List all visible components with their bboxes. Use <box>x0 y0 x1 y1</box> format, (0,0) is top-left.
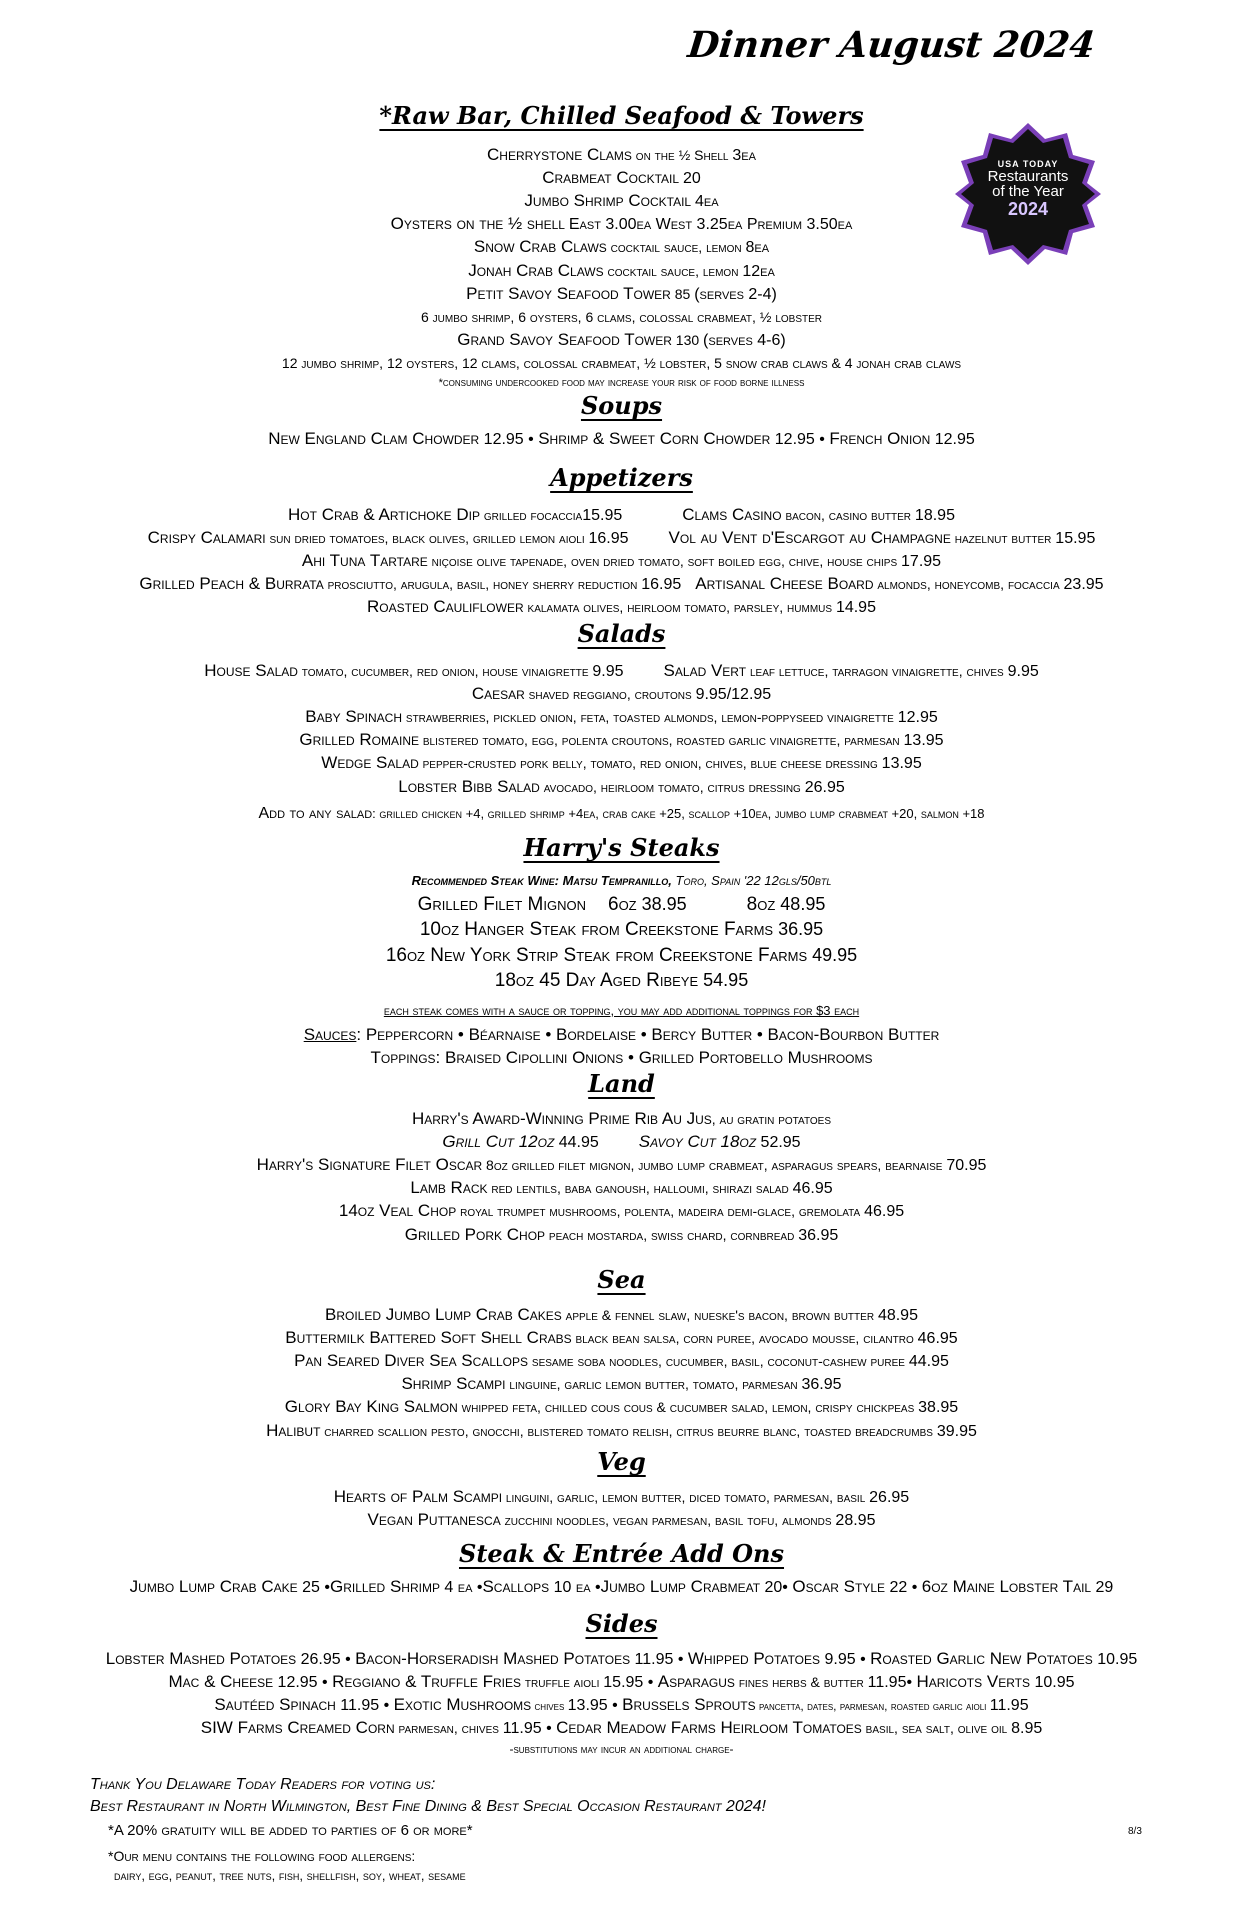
item-desc: 8oz grilled filet mignon, jumbo lump crabmeat, asparagus spears, bearnaise <box>482 1157 947 1173</box>
veg-item <box>0 1486 1243 1509</box>
salad-item <box>0 683 1243 706</box>
item-name: Jumbo Shrimp Cocktail <box>524 191 692 210</box>
salads-section <box>0 620 1243 825</box>
sea-item <box>0 1373 1243 1396</box>
item-desc: , au gratin potatoes <box>711 1110 832 1127</box>
menu-item <box>639 1131 801 1154</box>
item-name: Savoy Cut 18oz <box>638 1131 757 1151</box>
item-name: Petit Savoy Seafood Tower <box>466 283 671 303</box>
item-name: Wedge Salad <box>321 753 419 773</box>
item-name: Jonah Crab Claws <box>468 260 604 280</box>
item-size: 6oz <box>608 893 637 915</box>
item-desc: peach mostarda, swiss chard, cornbread <box>545 1226 799 1243</box>
item-name: Grilled Peach & Burrata <box>139 574 324 594</box>
steak-item <box>0 943 1243 969</box>
item-price: 26.95 <box>804 778 845 796</box>
item-price: 9.95 • <box>820 1650 871 1668</box>
item-name: Oscar Style <box>792 1576 885 1596</box>
soup-name: New England Clam Chowder <box>268 428 480 448</box>
item-name: 6oz Maine Lobster Tail <box>921 1576 1092 1596</box>
menu-item <box>682 504 955 527</box>
land-list <box>0 1154 1243 1247</box>
item-price: (serves 2-4) <box>694 285 777 303</box>
item-price: 54.95 <box>698 970 749 991</box>
item-name: Snow Crab Claws <box>473 237 607 257</box>
item-desc: niçoise olive tapenade, oven dried tomato, soft boiled egg, chive, house chips <box>427 553 902 569</box>
appetizer-row <box>0 550 1243 573</box>
appetizer-row <box>0 527 1243 550</box>
item-price: 11.95• <box>867 1673 917 1691</box>
steak-item <box>0 968 1243 994</box>
item-name: Brussels Sprouts <box>622 1695 756 1714</box>
veg-heading: Veg <box>597 1447 646 1476</box>
veg-section <box>0 1448 1243 1532</box>
item-desc: apple & fennel slaw, nueske's bacon, brown butter <box>561 1306 878 1323</box>
item-desc: blistered tomato, egg, polenta croutons, roasted garlic vinaigrette, parmesan <box>419 732 904 749</box>
item-desc: 130 <box>671 332 704 349</box>
wine-label: Recommended Steak Wine: Matsu Tempranillo, <box>411 872 672 888</box>
veg-item <box>0 1509 1243 1532</box>
sides-line <box>0 1717 1243 1740</box>
item-price: 9.95 <box>1007 662 1039 680</box>
item-price: 36.95 <box>798 1226 839 1244</box>
salads-heading: Salads <box>577 619 666 648</box>
item-name: Crispy Calamari <box>147 527 266 547</box>
wine-recommendation <box>0 870 1243 892</box>
raw-bar-list <box>0 144 1243 376</box>
substitution-note: -substitutions may incur an additional charge- <box>509 1742 734 1757</box>
raw-bar-item <box>0 213 1243 236</box>
item-name: Roasted Garlic New Potatoes <box>870 1648 1093 1668</box>
item-desc: truffle aioli <box>521 1673 604 1690</box>
addons-heading: Steak & Entrée Add Ons <box>458 1539 785 1568</box>
item-desc: chives <box>531 1699 568 1713</box>
land-heading: Land <box>588 1069 655 1098</box>
sides-section <box>0 1610 1243 1756</box>
item-name: Sautéed Spinach <box>214 1695 336 1714</box>
steak-note: each steak comes with a sauce or topping, you may add additional toppings for $3 each <box>383 1002 860 1018</box>
item-price: 26.95 • <box>296 1650 356 1668</box>
soup-price: 12.95 • <box>770 430 830 448</box>
item-name: Shrimp Scampi <box>401 1374 506 1394</box>
prime-rib-line <box>0 1108 1243 1131</box>
item-price: 8.95 <box>1011 1720 1043 1738</box>
item-price: 36.95 <box>801 1376 842 1394</box>
sides-heading: Sides <box>585 1609 658 1638</box>
item-price: 10 ea • <box>549 1578 601 1596</box>
item-price: 20 <box>682 169 701 187</box>
item-name: Grilled Pork Chop <box>404 1224 546 1244</box>
item-price: 22 • <box>885 1578 922 1596</box>
item-price: 13.95 <box>881 755 922 773</box>
soups-line <box>0 428 1243 451</box>
allergen-list: dairy, egg, peanut, tree nuts, fish, shellfish, soy, wheat, sesame <box>114 1868 466 1883</box>
toppings-list: Toppings: Braised Cipollini Onions • Grilled Portobello Mushrooms <box>370 1048 873 1068</box>
item-name: Grilled Shrimp <box>329 1576 440 1596</box>
item-name: Crabmeat Cocktail <box>542 167 680 187</box>
item-name: Glory Bay King Salmon <box>284 1397 458 1417</box>
item-desc: pancetta, dates, parmesan, roasted garlic aioli <box>755 1699 990 1713</box>
item-name: Lamb Rack <box>410 1178 488 1198</box>
item-desc: tomato, cucumber, red onion, house vinaigrette <box>297 662 593 679</box>
item-price: 15.95 <box>1055 529 1096 547</box>
item-desc: cocktail sauce, lemon <box>606 239 746 256</box>
item-desc: 12 jumbo shrimp, 12 oysters, 12 clams, colossal crabmeat, ½ lobster, 5 snow crab claws & 4 jonah crab claws <box>281 355 962 372</box>
item-name: Exotic Mushrooms <box>393 1695 532 1714</box>
thanks-line-1: Thank You Delaware Today Readers for voting us: <box>90 1776 436 1793</box>
item-desc: fines herbs & butter <box>734 1673 868 1690</box>
thanks-line-2: Best Restaurant in North Wilmington, Best Fine Dining & Best Special Occasion Restaurant 2024! <box>90 1798 766 1815</box>
item-price: 39.95 <box>936 1422 977 1440</box>
item-price: 15.95 • <box>603 1673 658 1691</box>
menu-date-title: Dinner August 2024 <box>686 24 1098 66</box>
sauces-label: Sauces <box>303 1025 357 1044</box>
item-name: Jumbo Lump Crab Cake <box>129 1576 298 1596</box>
item-price: 46.95 <box>917 1329 958 1347</box>
item-name: Buttermilk Battered Soft Shell Crabs <box>285 1327 572 1347</box>
menu-item <box>148 527 629 550</box>
sea-item <box>0 1327 1243 1350</box>
item-price: 25 • <box>297 1578 330 1596</box>
item-name: Lobster Bibb Salad <box>398 776 540 796</box>
item-desc: red lentils, baba ganoush, halloumi, shirazi salad <box>487 1180 793 1197</box>
item-price: 3ea <box>732 146 756 164</box>
land-item <box>0 1154 1243 1177</box>
item-desc: black bean salsa, corn puree, avocado mousse, cilantro <box>571 1329 918 1346</box>
soups-heading: Soups <box>580 391 663 420</box>
item-name: 18oz 45 Day Aged Ribeye <box>494 970 699 992</box>
item-price: 11.95 • <box>335 1697 394 1714</box>
item-price: 9.95 <box>592 662 624 680</box>
item-desc: linguine, garlic lemon butter, tomato, parmesan <box>505 1376 802 1393</box>
item-price: 48.95 <box>775 893 826 914</box>
menu-code: 8/3 <box>1128 1826 1142 1837</box>
item-desc: almonds, honeycomb, focaccia <box>873 576 1064 593</box>
item-price: 10.95 <box>1092 1650 1138 1668</box>
item-name: Pan Seared Diver Sea Scallops <box>294 1351 529 1370</box>
item-desc: 6 jumbo shrimp, 6 oysters, 6 clams, colossal crabmeat, ½ lobster <box>420 309 823 326</box>
item-price: 11.95 • <box>630 1650 688 1668</box>
sea-section <box>0 1266 1243 1443</box>
badge-line-1: Restaurants <box>987 168 1069 185</box>
item-desc: sesame soba noodles, cucumber, basil, coconut-cashew puree <box>528 1353 909 1369</box>
item-price: 52.95 <box>756 1133 801 1151</box>
item-desc: 85 <box>670 285 695 302</box>
item-name: Hot Crab & Artichoke Dip <box>288 504 480 524</box>
item-price: 4ea <box>695 193 719 210</box>
item-name: House Salad <box>204 660 298 680</box>
item-price: 9.95/12.95 <box>695 685 772 703</box>
item-name: Hearts of Palm Scampi <box>333 1486 503 1506</box>
badge-year: 2024 <box>1007 199 1049 219</box>
item-desc: cocktail sauce, lemon <box>603 262 743 279</box>
raw-bar-item <box>0 329 1243 352</box>
steaks-heading: Harry's Steaks <box>523 833 720 862</box>
item-name: Artisanal Cheese Board <box>695 574 874 594</box>
item-name: Vol au Vent d'Escargot au Champagne <box>668 527 951 547</box>
raw-bar-section <box>0 102 1243 390</box>
item-name: Salad Vert <box>663 660 747 680</box>
menu-item <box>288 504 622 527</box>
allergen-title: *Our menu contains the following food allergens: <box>108 1848 416 1864</box>
addons-line <box>0 1576 1243 1599</box>
menu-item <box>695 573 1103 596</box>
salad-item <box>0 706 1243 729</box>
item-price: 44.95 <box>908 1353 949 1370</box>
item-price: 29 <box>1091 1578 1114 1596</box>
item-name: Haricots Verts <box>916 1671 1030 1691</box>
raw-bar-item <box>0 236 1243 259</box>
item-desc: grilled focaccia <box>479 506 583 523</box>
salad-item <box>0 729 1243 752</box>
gratuity-note: *A 20% gratuity will be added to parties of 6 or more* <box>108 1822 473 1839</box>
item-price: 12ea <box>742 262 775 280</box>
item-desc: avocado, heirloom tomato, citrus dressing <box>539 778 805 795</box>
item-size: 8oz <box>746 893 776 915</box>
sea-item <box>0 1350 1243 1373</box>
item-price: 70.95 <box>946 1157 987 1174</box>
item-name: Bacon-Horseradish Mashed Potatoes <box>355 1648 631 1668</box>
sea-item <box>0 1420 1243 1443</box>
item-name: Clams Casino <box>682 504 782 524</box>
item-price: 14.95 <box>835 599 876 617</box>
item-price: 8ea <box>745 239 770 257</box>
item-name: Cedar Meadow Farms Heirloom Tomatoes <box>556 1718 862 1738</box>
item-name: Grilled Filet Mignon <box>417 893 586 915</box>
item-desc: whipped feta, chilled cous cous & cucumber salad, lemon, crispy chickpeas <box>457 1399 919 1416</box>
raw-bar-item <box>0 352 1243 375</box>
badge-top-text: USA TODAY <box>997 159 1059 169</box>
item-name: SIW Farms Creamed Corn <box>200 1718 395 1738</box>
item-desc: linguini, garlic, lemon butter, diced tomato, parmesan, basil <box>502 1488 870 1505</box>
item-name: Harry's Signature Filet Oscar <box>256 1155 483 1174</box>
soup-name: Shrimp & Sweet Corn Chowder <box>538 428 771 448</box>
prime-rib-cuts <box>0 1131 1243 1154</box>
appetizers-section <box>0 464 1243 620</box>
addons-section <box>0 1540 1243 1599</box>
item-price: 18.95 <box>914 506 955 524</box>
item-price: 16.95 <box>641 576 682 594</box>
item-price: 10.95 <box>1030 1673 1075 1691</box>
item-price: 17.95 <box>901 553 942 570</box>
item-price: 11.95 <box>989 1697 1029 1714</box>
item-name: Grand Savoy Seafood Tower <box>457 330 672 350</box>
item-desc: kalamata olives, heirloom tomato, parsley, hummus <box>523 599 836 616</box>
menu-item <box>204 660 623 683</box>
item-desc: parmesan, chives <box>394 1720 503 1737</box>
item-price: 44.95 <box>554 1133 599 1151</box>
item-name: Vegan Puttanesca <box>367 1509 501 1529</box>
appetizer-row <box>0 573 1243 596</box>
item-price: 38.95 <box>636 893 687 914</box>
item-price: 26.95 <box>869 1488 910 1506</box>
item-desc: strawberries, pickled onion, feta, toasted almonds, lemon-poppyseed vinaigrette <box>402 709 898 725</box>
menu-item <box>139 573 681 596</box>
item-name: Caesar <box>471 683 525 703</box>
item-name: Reggiano & Truffle Fries <box>332 1671 522 1691</box>
item-name: Asparagus <box>657 1671 735 1691</box>
item-name: Broiled Jumbo Lump Crab Cakes <box>325 1304 562 1324</box>
item-name: Ahi Tuna Tartare <box>301 551 428 570</box>
item-price: 15.95 <box>582 506 623 524</box>
item-price: (serves 4-6) <box>703 332 786 350</box>
sauces-line <box>0 1024 1243 1047</box>
item-price: 13.95 • <box>567 1697 623 1714</box>
item-desc: prosciutto, arugula, basil, honey sherry reduction <box>323 576 642 593</box>
veg-list <box>0 1486 1243 1532</box>
raw-bar-item <box>0 167 1243 190</box>
raw-bar-item <box>0 306 1243 329</box>
sides-line <box>0 1671 1243 1694</box>
raw-bar-item <box>0 283 1243 306</box>
item-price: 4 ea • <box>439 1578 483 1596</box>
sea-item <box>0 1396 1243 1419</box>
item-desc: basil, sea salt, olive oil <box>861 1720 1012 1737</box>
item-desc: on the ½ Shell <box>631 146 733 163</box>
sea-heading: Sea <box>597 1265 646 1294</box>
item-name: Halibut <box>266 1420 321 1440</box>
sea-list <box>0 1304 1243 1443</box>
item-name: Grill Cut 12oz <box>442 1131 555 1151</box>
soup-name: French Onion <box>829 428 931 448</box>
steaks-section <box>0 834 1243 1070</box>
salad-list <box>0 683 1243 799</box>
item-desc: pepper-crusted pork belly, tomato, red onion, chives, blue cheese dressing <box>418 755 882 772</box>
item-name: Mac & Cheese <box>168 1671 274 1691</box>
item-desc: leaf lettuce, tarragon vinaigrette, chives <box>746 662 1008 679</box>
item-price: 36.95 <box>773 919 824 940</box>
item-price: 28.95 <box>835 1511 876 1529</box>
land-section <box>0 1070 1243 1247</box>
item-price: 38.95 <box>918 1399 959 1417</box>
item-price: 49.95 <box>807 944 858 965</box>
item-price: 12.95 <box>897 709 938 726</box>
menu-item <box>669 527 1096 550</box>
wine-detail: Toro, Spain '22 12gls/50btl <box>671 872 832 888</box>
food-warning: *consuming undercooked food may increase your risk of food borne illness <box>438 376 805 389</box>
filet-line <box>0 892 1243 918</box>
item-desc: bacon, casino butter <box>781 506 915 523</box>
item-price: 13.95 <box>903 732 944 750</box>
item-desc: shaved reggiano, croutons <box>524 685 696 702</box>
salad-item <box>0 776 1243 799</box>
sides-line <box>0 1694 1243 1717</box>
salad-row <box>0 660 1243 683</box>
appetizers-heading: Appetizers <box>550 463 693 492</box>
item-desc: hazelnut butter <box>950 529 1056 546</box>
item-name: Scallops <box>482 1576 550 1596</box>
soups-section <box>0 392 1243 451</box>
item-price: 16.95 <box>588 529 629 547</box>
item-price: East 3.00ea West 3.25ea Premium 3.50ea <box>568 216 853 234</box>
item-price: 20• <box>760 1578 793 1596</box>
item-desc: charred scallion pesto, gnocchi, blistered tomato relish, citrus beurre blanc, toasted breadcrumbs <box>320 1422 937 1439</box>
steak-item <box>0 917 1243 943</box>
item-price: 11.95 • <box>502 1720 557 1738</box>
toppings-line <box>0 1047 1243 1070</box>
item-name: Grilled Romaine <box>299 730 419 750</box>
menu-item <box>664 660 1039 683</box>
item-price: 46.95 <box>792 1180 833 1198</box>
raw-bar-heading: *Raw Bar, Chilled Seafood & Towers <box>379 101 864 130</box>
item-name: Baby Spinach <box>305 707 403 726</box>
addons-list: : grilled chicken +4, grilled shrimp +4ea, crab cake +25, scallop +10ea, jumbo lump crabmeat +20, salmon +18 <box>372 805 985 821</box>
soup-price: 12.95 <box>930 430 975 448</box>
land-item <box>0 1177 1243 1200</box>
land-item <box>0 1200 1243 1223</box>
item-desc: royal trumpet mushrooms, polenta, madeira demi-glace, gremolata <box>456 1203 865 1220</box>
item-name: Whipped Potatoes <box>687 1648 821 1668</box>
item-name: 14oz Veal Chop <box>338 1201 457 1221</box>
item-price: 12.95 • <box>273 1673 333 1691</box>
item-desc: sun dried tomatoes, black olives, grilled lemon aioli <box>265 529 589 546</box>
sauces-list: : Peppercorn • Béarnaise • Bordelaise • Bercy Butter • Bacon-Bourbon Butter <box>356 1025 940 1044</box>
item-name: Harry's Award-Winning Prime Rib Au Jus <box>411 1108 712 1128</box>
soup-price: 12.95 • <box>479 430 539 448</box>
item-name: Cherrystone Clams <box>487 144 632 164</box>
item-name: Lobster Mashed Potatoes <box>105 1648 297 1668</box>
item-price: 48.95 <box>877 1306 918 1324</box>
item-name: Roasted Cauliflower <box>367 597 524 617</box>
land-item <box>0 1224 1243 1247</box>
salad-addons <box>0 803 1243 825</box>
raw-bar-item <box>0 260 1243 283</box>
sea-item <box>0 1304 1243 1327</box>
appetizer-row <box>0 504 1243 527</box>
badge-line-2: of the Year <box>992 183 1064 200</box>
salad-item <box>0 752 1243 775</box>
appetizer-row <box>0 596 1243 619</box>
item-desc: zucchini noodles, vegan parmesan, basil tofu, almonds <box>500 1511 836 1528</box>
item-name: Oysters on the ½ shell <box>390 214 565 234</box>
item-name: 10oz Hanger Steak from Creekstone Farms <box>419 919 774 941</box>
item-price: 46.95 <box>864 1203 905 1221</box>
sides-line <box>0 1648 1243 1671</box>
item-name: 16oz New York Strip Steak from Creekstone Farms <box>385 944 808 966</box>
raw-bar-item <box>0 190 1243 213</box>
menu-item <box>442 1131 598 1154</box>
item-name: Jumbo Lump Crabmeat <box>600 1576 761 1596</box>
addons-label: Add to any salad <box>258 804 373 822</box>
item-price: 23.95 <box>1063 576 1104 594</box>
steak-list <box>0 917 1243 994</box>
raw-bar-item <box>0 144 1243 167</box>
